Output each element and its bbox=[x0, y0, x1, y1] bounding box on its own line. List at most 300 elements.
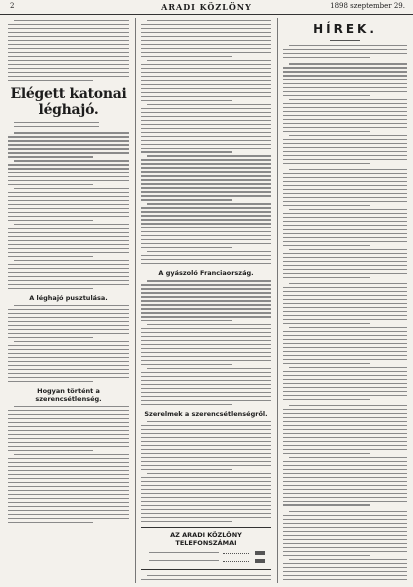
text-line bbox=[289, 367, 407, 368]
text-line bbox=[8, 426, 129, 427]
text-line bbox=[283, 391, 407, 392]
text-line bbox=[289, 457, 407, 458]
text-line bbox=[289, 45, 407, 46]
text-line bbox=[14, 260, 129, 261]
text-line bbox=[147, 60, 271, 61]
middle-column bbox=[141, 20, 271, 582]
text-line bbox=[141, 336, 271, 337]
text-line bbox=[147, 473, 271, 474]
text-line bbox=[283, 225, 407, 226]
text-line bbox=[283, 519, 407, 520]
text-line bbox=[289, 511, 407, 512]
text-line bbox=[283, 265, 407, 266]
text-line bbox=[141, 465, 271, 466]
text-line bbox=[141, 320, 232, 321]
text-line bbox=[8, 490, 129, 491]
text-line bbox=[8, 365, 129, 366]
text-line bbox=[8, 76, 129, 77]
text-line bbox=[8, 373, 129, 374]
text-line bbox=[141, 80, 271, 81]
text-line bbox=[8, 68, 129, 69]
text-line bbox=[141, 517, 271, 518]
text-line bbox=[141, 112, 271, 113]
text-line bbox=[14, 132, 129, 133]
text-line bbox=[8, 36, 129, 37]
text-line bbox=[8, 156, 93, 157]
text-line bbox=[141, 175, 271, 176]
text-line bbox=[141, 348, 271, 349]
section-heading: Hogyan történt a szerencsétlenség. bbox=[35, 387, 102, 404]
text-line bbox=[141, 195, 271, 196]
text-line bbox=[8, 60, 129, 61]
text-line bbox=[141, 84, 271, 85]
text-line bbox=[283, 127, 407, 128]
text-line bbox=[283, 395, 407, 396]
text-line bbox=[8, 40, 129, 41]
text-line bbox=[141, 457, 271, 458]
text-line bbox=[8, 462, 129, 463]
text-line bbox=[8, 252, 129, 253]
text-line bbox=[141, 481, 271, 482]
text-line bbox=[283, 299, 407, 300]
text-line bbox=[141, 100, 232, 101]
text-line bbox=[141, 96, 271, 97]
text-line bbox=[8, 268, 129, 269]
text-line bbox=[283, 241, 407, 242]
text-line bbox=[289, 209, 407, 210]
text-line bbox=[141, 352, 271, 353]
text-line bbox=[283, 213, 407, 214]
text-line bbox=[141, 579, 271, 580]
text-line bbox=[141, 437, 271, 438]
article-body bbox=[8, 406, 129, 523]
text-line bbox=[141, 497, 271, 498]
text-line bbox=[147, 203, 271, 204]
text-line bbox=[141, 509, 271, 510]
text-line bbox=[8, 410, 129, 411]
text-line bbox=[141, 219, 271, 220]
text-line bbox=[14, 188, 129, 189]
text-line bbox=[283, 197, 407, 198]
text-line bbox=[8, 192, 129, 193]
text-line bbox=[283, 571, 407, 572]
text-line bbox=[141, 388, 271, 389]
text-line bbox=[8, 248, 129, 249]
text-line bbox=[8, 486, 129, 487]
text-line bbox=[141, 56, 232, 57]
section-title-news: HÍREK. bbox=[313, 22, 377, 36]
text-line bbox=[141, 148, 271, 149]
text-line bbox=[283, 205, 370, 206]
text-line bbox=[283, 504, 370, 505]
text-line bbox=[8, 381, 93, 382]
text-line bbox=[141, 344, 271, 345]
text-line bbox=[141, 207, 271, 208]
text-line bbox=[283, 87, 407, 88]
text-line bbox=[283, 493, 407, 494]
text-line bbox=[8, 474, 129, 475]
text-line bbox=[8, 172, 129, 173]
text-line bbox=[283, 177, 407, 178]
text-line bbox=[8, 361, 129, 362]
text-line bbox=[141, 288, 271, 289]
text-line bbox=[8, 430, 129, 431]
news-item bbox=[283, 63, 407, 164]
text-line bbox=[8, 466, 129, 467]
article-body bbox=[8, 132, 129, 289]
text-line bbox=[283, 453, 370, 454]
text-line bbox=[283, 543, 407, 544]
text-line bbox=[8, 240, 129, 241]
text-line bbox=[141, 167, 271, 168]
text-line bbox=[8, 442, 129, 443]
text-line bbox=[283, 331, 407, 332]
text-line bbox=[8, 228, 129, 229]
news-item bbox=[283, 169, 407, 278]
text-line bbox=[8, 148, 129, 149]
text-line bbox=[283, 319, 407, 320]
text-line bbox=[8, 44, 129, 45]
text-line bbox=[283, 185, 407, 186]
text-line bbox=[8, 514, 129, 515]
text-line bbox=[283, 347, 407, 348]
text-line bbox=[283, 547, 407, 548]
text-line bbox=[141, 300, 271, 301]
text-line bbox=[141, 211, 271, 212]
section-heading: A léghajó pusztulása. bbox=[29, 294, 108, 303]
text-line bbox=[289, 135, 407, 136]
article-body bbox=[141, 20, 271, 264]
text-line bbox=[141, 92, 271, 93]
text-line bbox=[8, 329, 129, 330]
text-line bbox=[141, 116, 271, 117]
page-number: 2 bbox=[10, 2, 15, 10]
text-line bbox=[8, 353, 129, 354]
text-line bbox=[141, 477, 271, 478]
text-line bbox=[283, 501, 407, 502]
text-line bbox=[147, 280, 271, 281]
text-line bbox=[8, 256, 93, 257]
text-line bbox=[141, 433, 271, 434]
text-line bbox=[141, 223, 271, 224]
text-line bbox=[8, 220, 93, 221]
text-line bbox=[8, 506, 129, 507]
text-line bbox=[8, 264, 129, 265]
text-line bbox=[14, 160, 129, 161]
text-line bbox=[141, 312, 271, 313]
text-line bbox=[283, 71, 407, 72]
text-line bbox=[283, 441, 407, 442]
text-line bbox=[141, 52, 271, 53]
text-line bbox=[141, 48, 271, 49]
text-line bbox=[283, 147, 407, 148]
text-line bbox=[141, 40, 271, 41]
text-line bbox=[283, 579, 407, 580]
text-line bbox=[283, 189, 407, 190]
text-line bbox=[141, 356, 271, 357]
text-line bbox=[8, 325, 129, 326]
text-line bbox=[283, 567, 407, 568]
text-line bbox=[8, 208, 129, 209]
text-line bbox=[283, 433, 407, 434]
article-body bbox=[141, 421, 271, 522]
text-line bbox=[283, 151, 407, 152]
text-line bbox=[8, 422, 129, 423]
text-line bbox=[141, 505, 271, 506]
text-line bbox=[283, 115, 407, 116]
text-line bbox=[283, 307, 407, 308]
text-line bbox=[8, 337, 93, 338]
text-line bbox=[8, 72, 129, 73]
text-line bbox=[289, 169, 407, 170]
text-line bbox=[141, 151, 232, 152]
news-item bbox=[283, 45, 407, 58]
text-line bbox=[8, 502, 129, 503]
text-line bbox=[283, 217, 407, 218]
text-line bbox=[141, 332, 271, 333]
text-line bbox=[283, 111, 407, 112]
masthead bbox=[0, 0, 413, 15]
text-line bbox=[141, 453, 271, 454]
text-line bbox=[8, 184, 93, 185]
text-line bbox=[283, 91, 407, 92]
text-line bbox=[8, 414, 129, 415]
text-line bbox=[141, 24, 271, 25]
text-line bbox=[8, 280, 129, 281]
text-line bbox=[14, 126, 99, 127]
text-line bbox=[141, 159, 271, 160]
text-line bbox=[141, 461, 271, 462]
text-line bbox=[283, 287, 407, 288]
text-line bbox=[283, 67, 407, 68]
text-line bbox=[8, 357, 129, 358]
text-line bbox=[141, 243, 271, 244]
text-line bbox=[283, 57, 370, 58]
text-line bbox=[283, 323, 370, 324]
right-column bbox=[283, 20, 407, 582]
text-line bbox=[8, 510, 129, 511]
notice-title: AZ ARADI KÖZLÖNY TELEFONSZÁMAI bbox=[170, 531, 242, 548]
text-line bbox=[283, 131, 370, 132]
text-line bbox=[283, 575, 407, 576]
text-line bbox=[283, 351, 407, 352]
text-line bbox=[283, 527, 407, 528]
text-line bbox=[283, 371, 407, 372]
text-line bbox=[289, 559, 407, 560]
text-line bbox=[8, 144, 129, 145]
text-line bbox=[289, 405, 407, 406]
text-line bbox=[141, 132, 271, 133]
text-line bbox=[8, 438, 129, 439]
article-body bbox=[8, 20, 129, 81]
text-line bbox=[283, 473, 407, 474]
text-line bbox=[283, 461, 407, 462]
text-line bbox=[141, 469, 232, 470]
text-line bbox=[8, 216, 129, 217]
text-line bbox=[8, 64, 129, 65]
text-line bbox=[8, 446, 129, 447]
text-line bbox=[8, 478, 129, 479]
text-line bbox=[283, 515, 407, 516]
text-line bbox=[8, 284, 129, 285]
text-line bbox=[283, 315, 407, 316]
text-line bbox=[147, 421, 271, 422]
text-line bbox=[283, 311, 407, 312]
text-line bbox=[141, 140, 271, 141]
article-body bbox=[8, 305, 129, 382]
text-line bbox=[141, 255, 271, 256]
text-line bbox=[289, 283, 407, 284]
text-line bbox=[283, 477, 407, 478]
text-line bbox=[141, 296, 271, 297]
text-line bbox=[289, 249, 407, 250]
text-line bbox=[283, 339, 407, 340]
text-line bbox=[283, 245, 370, 246]
text-line bbox=[289, 63, 407, 64]
text-line bbox=[8, 494, 129, 495]
text-line bbox=[141, 231, 271, 232]
text-line bbox=[141, 259, 271, 260]
text-line bbox=[8, 349, 129, 350]
text-line bbox=[147, 575, 271, 576]
text-line bbox=[8, 470, 129, 471]
news-item bbox=[283, 511, 407, 582]
text-line bbox=[8, 309, 129, 310]
text-line bbox=[141, 376, 271, 377]
text-line bbox=[283, 221, 407, 222]
text-line bbox=[283, 201, 407, 202]
text-line bbox=[141, 128, 271, 129]
text-line bbox=[8, 317, 129, 318]
text-line bbox=[283, 49, 407, 50]
text-line bbox=[283, 563, 407, 564]
text-line bbox=[141, 400, 271, 401]
text-line bbox=[141, 521, 232, 522]
text-line bbox=[283, 409, 407, 410]
text-line bbox=[283, 375, 407, 376]
text-line bbox=[283, 399, 370, 400]
text-line bbox=[141, 384, 271, 385]
text-line bbox=[8, 434, 129, 435]
text-line bbox=[8, 32, 129, 33]
text-line bbox=[283, 163, 370, 164]
text-line bbox=[147, 20, 271, 21]
text-line bbox=[8, 333, 129, 334]
text-line bbox=[283, 465, 407, 466]
text-line bbox=[283, 253, 407, 254]
text-line bbox=[141, 372, 271, 373]
text-line bbox=[141, 72, 271, 73]
text-line bbox=[8, 164, 129, 165]
text-line bbox=[8, 418, 129, 419]
text-line bbox=[283, 53, 407, 54]
text-line bbox=[8, 236, 129, 237]
paper-date: 1898 szeptember 29. bbox=[330, 2, 405, 10]
text-line bbox=[289, 99, 407, 100]
text-line bbox=[283, 417, 407, 418]
text-line bbox=[147, 155, 271, 156]
text-line bbox=[283, 269, 407, 270]
text-line bbox=[283, 497, 407, 498]
text-line bbox=[14, 341, 129, 342]
text-line bbox=[283, 95, 370, 96]
notice-line bbox=[143, 550, 269, 556]
text-line bbox=[141, 292, 271, 293]
text-line bbox=[141, 124, 271, 125]
text-line bbox=[283, 413, 407, 414]
text-line bbox=[8, 518, 129, 519]
text-line bbox=[141, 183, 271, 184]
text-line bbox=[141, 88, 271, 89]
news-item bbox=[283, 405, 407, 506]
text-line bbox=[8, 482, 129, 483]
text-line bbox=[141, 64, 271, 65]
text-line bbox=[8, 321, 129, 322]
text-line bbox=[283, 257, 407, 258]
text-line bbox=[289, 327, 407, 328]
text-line bbox=[147, 368, 271, 369]
text-line bbox=[283, 107, 407, 108]
text-line bbox=[141, 36, 271, 37]
text-line bbox=[283, 437, 407, 438]
text-line bbox=[141, 425, 271, 426]
text-line bbox=[8, 377, 129, 378]
text-line bbox=[14, 454, 129, 455]
section-heading: A gyászoló Franciaország. bbox=[158, 269, 254, 278]
text-line bbox=[141, 308, 271, 309]
text-line bbox=[283, 335, 407, 336]
text-line bbox=[283, 539, 407, 540]
text-line bbox=[283, 181, 407, 182]
text-line bbox=[8, 212, 129, 213]
text-line bbox=[141, 191, 271, 192]
news-item bbox=[283, 283, 407, 400]
text-line bbox=[283, 355, 407, 356]
text-line bbox=[141, 199, 232, 200]
divider bbox=[330, 40, 360, 41]
text-line bbox=[141, 441, 271, 442]
text-line bbox=[14, 122, 99, 123]
text-line bbox=[283, 449, 407, 450]
text-line bbox=[141, 239, 271, 240]
text-line bbox=[283, 159, 407, 160]
text-line bbox=[141, 120, 271, 121]
text-line bbox=[141, 144, 271, 145]
text-line bbox=[283, 555, 370, 556]
text-line bbox=[141, 340, 271, 341]
text-line bbox=[283, 261, 407, 262]
text-line bbox=[141, 380, 271, 381]
telephone-notice bbox=[141, 527, 271, 570]
text-line bbox=[8, 80, 93, 81]
text-line bbox=[8, 204, 129, 205]
text-line bbox=[14, 224, 129, 225]
text-line bbox=[141, 187, 271, 188]
text-line bbox=[141, 429, 271, 430]
text-line bbox=[8, 288, 93, 289]
text-line bbox=[283, 75, 407, 76]
text-line bbox=[283, 469, 407, 470]
text-line bbox=[141, 360, 271, 361]
text-line bbox=[283, 291, 407, 292]
text-line bbox=[283, 303, 407, 304]
text-line bbox=[283, 387, 407, 388]
text-line bbox=[8, 28, 129, 29]
text-line bbox=[8, 498, 129, 499]
headline-airship: Elégett katonai léghajó. bbox=[10, 86, 127, 119]
text-line bbox=[8, 276, 129, 277]
text-line bbox=[141, 392, 271, 393]
